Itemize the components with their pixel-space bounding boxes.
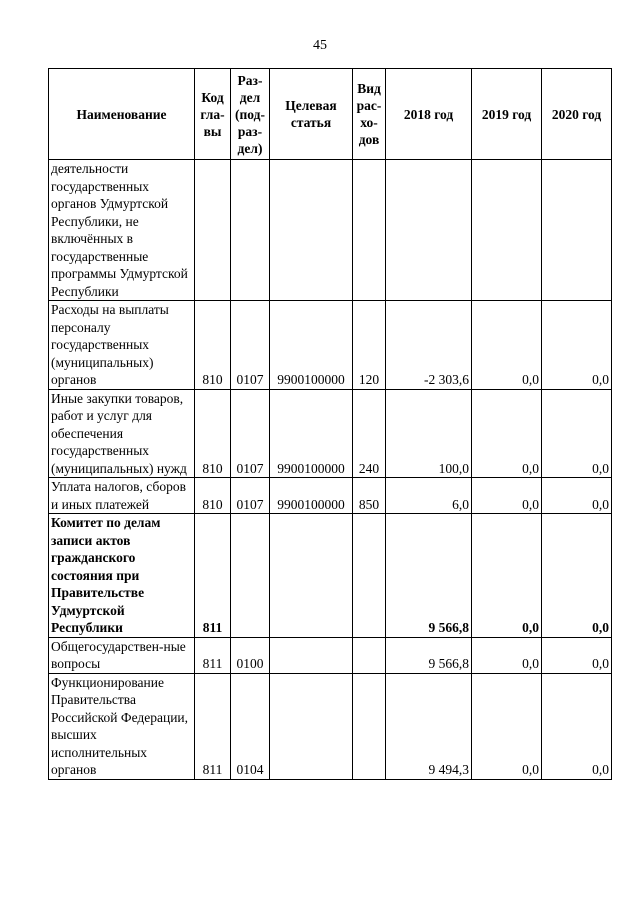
table-row [49, 637, 612, 673]
cell-type [353, 514, 386, 638]
cell-section: 0107 [231, 301, 270, 390]
cell-type [353, 673, 386, 779]
header-2018: 2018 год [386, 69, 472, 160]
table-body [49, 160, 612, 780]
cell-chapter: 811 [195, 514, 231, 638]
cell-y2019: 0,0 [472, 514, 542, 638]
cell-y2018: 6,0 [386, 478, 472, 514]
header-section: Раз-дел (под-раз-дел) [231, 69, 270, 160]
cell-y2018: 9 566,8 [386, 514, 472, 638]
cell-y2020: 0,0 [542, 514, 612, 638]
table-row [49, 301, 612, 390]
cell-y2019: 0,0 [472, 478, 542, 514]
cell-y2020: 0,0 [542, 637, 612, 673]
table-row [49, 389, 612, 478]
cell-y2018: 9 566,8 [386, 637, 472, 673]
cell-name: Функционирование Правительства Российской Федерации, высших исполнительных органов [49, 673, 195, 779]
cell-section: 0107 [231, 478, 270, 514]
cell-section: 0100 [231, 637, 270, 673]
cell-name: Иные закупки товаров, работ и услуг для обеспечения государственных (муниципальных) нужд [49, 389, 195, 478]
cell-y2019: 0,0 [472, 301, 542, 390]
cell-chapter: 810 [195, 478, 231, 514]
cell-y2020 [542, 160, 612, 301]
cell-name: Уплата налогов, сборов и иных платежей [49, 478, 195, 514]
table-row [49, 160, 612, 301]
table-row [49, 478, 612, 514]
cell-target [270, 514, 353, 638]
cell-name: Комитет по делам записи актов гражданского состояния при Правительстве Удмуртской Республики [49, 514, 195, 638]
cell-y2020: 0,0 [542, 478, 612, 514]
cell-target [270, 673, 353, 779]
cell-target [270, 160, 353, 301]
cell-chapter: 811 [195, 637, 231, 673]
cell-type [353, 637, 386, 673]
cell-chapter [195, 160, 231, 301]
cell-name: деятельности государственных органов Удмуртской Республики, не включённых в государственные программы Удмуртской Республики [49, 160, 195, 301]
cell-target [270, 637, 353, 673]
header-name: Наименование [49, 69, 195, 160]
cell-section: 0104 [231, 673, 270, 779]
cell-target: 9900100000 [270, 301, 353, 390]
cell-y2018: 100,0 [386, 389, 472, 478]
table-row [49, 673, 612, 779]
table-row [49, 514, 612, 638]
cell-y2018 [386, 160, 472, 301]
cell-target: 9900100000 [270, 478, 353, 514]
cell-y2019: 0,0 [472, 673, 542, 779]
cell-name: Расходы на выплаты персоналу государственных (муниципальных) органов [49, 301, 195, 390]
cell-chapter: 810 [195, 389, 231, 478]
cell-y2020: 0,0 [542, 389, 612, 478]
header-target: Целевая статья [270, 69, 353, 160]
table-header-row [49, 69, 612, 160]
header-2020: 2020 год [542, 69, 612, 160]
cell-y2020: 0,0 [542, 673, 612, 779]
cell-y2020: 0,0 [542, 301, 612, 390]
cell-y2018: -2 303,6 [386, 301, 472, 390]
cell-chapter: 810 [195, 301, 231, 390]
budget-table [48, 68, 612, 780]
cell-y2019 [472, 160, 542, 301]
header-type: Вид рас-хо-дов [353, 69, 386, 160]
cell-y2019: 0,0 [472, 389, 542, 478]
cell-type: 120 [353, 301, 386, 390]
header-chapter: Код гла-вы [195, 69, 231, 160]
cell-type: 850 [353, 478, 386, 514]
header-2019: 2019 год [472, 69, 542, 160]
cell-name: Общегосударствен-ные вопросы [49, 637, 195, 673]
cell-y2018: 9 494,3 [386, 673, 472, 779]
cell-section: 0107 [231, 389, 270, 478]
cell-type [353, 160, 386, 301]
cell-section [231, 514, 270, 638]
cell-y2019: 0,0 [472, 637, 542, 673]
cell-section [231, 160, 270, 301]
cell-target: 9900100000 [270, 389, 353, 478]
cell-chapter: 811 [195, 673, 231, 779]
page-number: 45 [313, 38, 327, 53]
cell-type: 240 [353, 389, 386, 478]
